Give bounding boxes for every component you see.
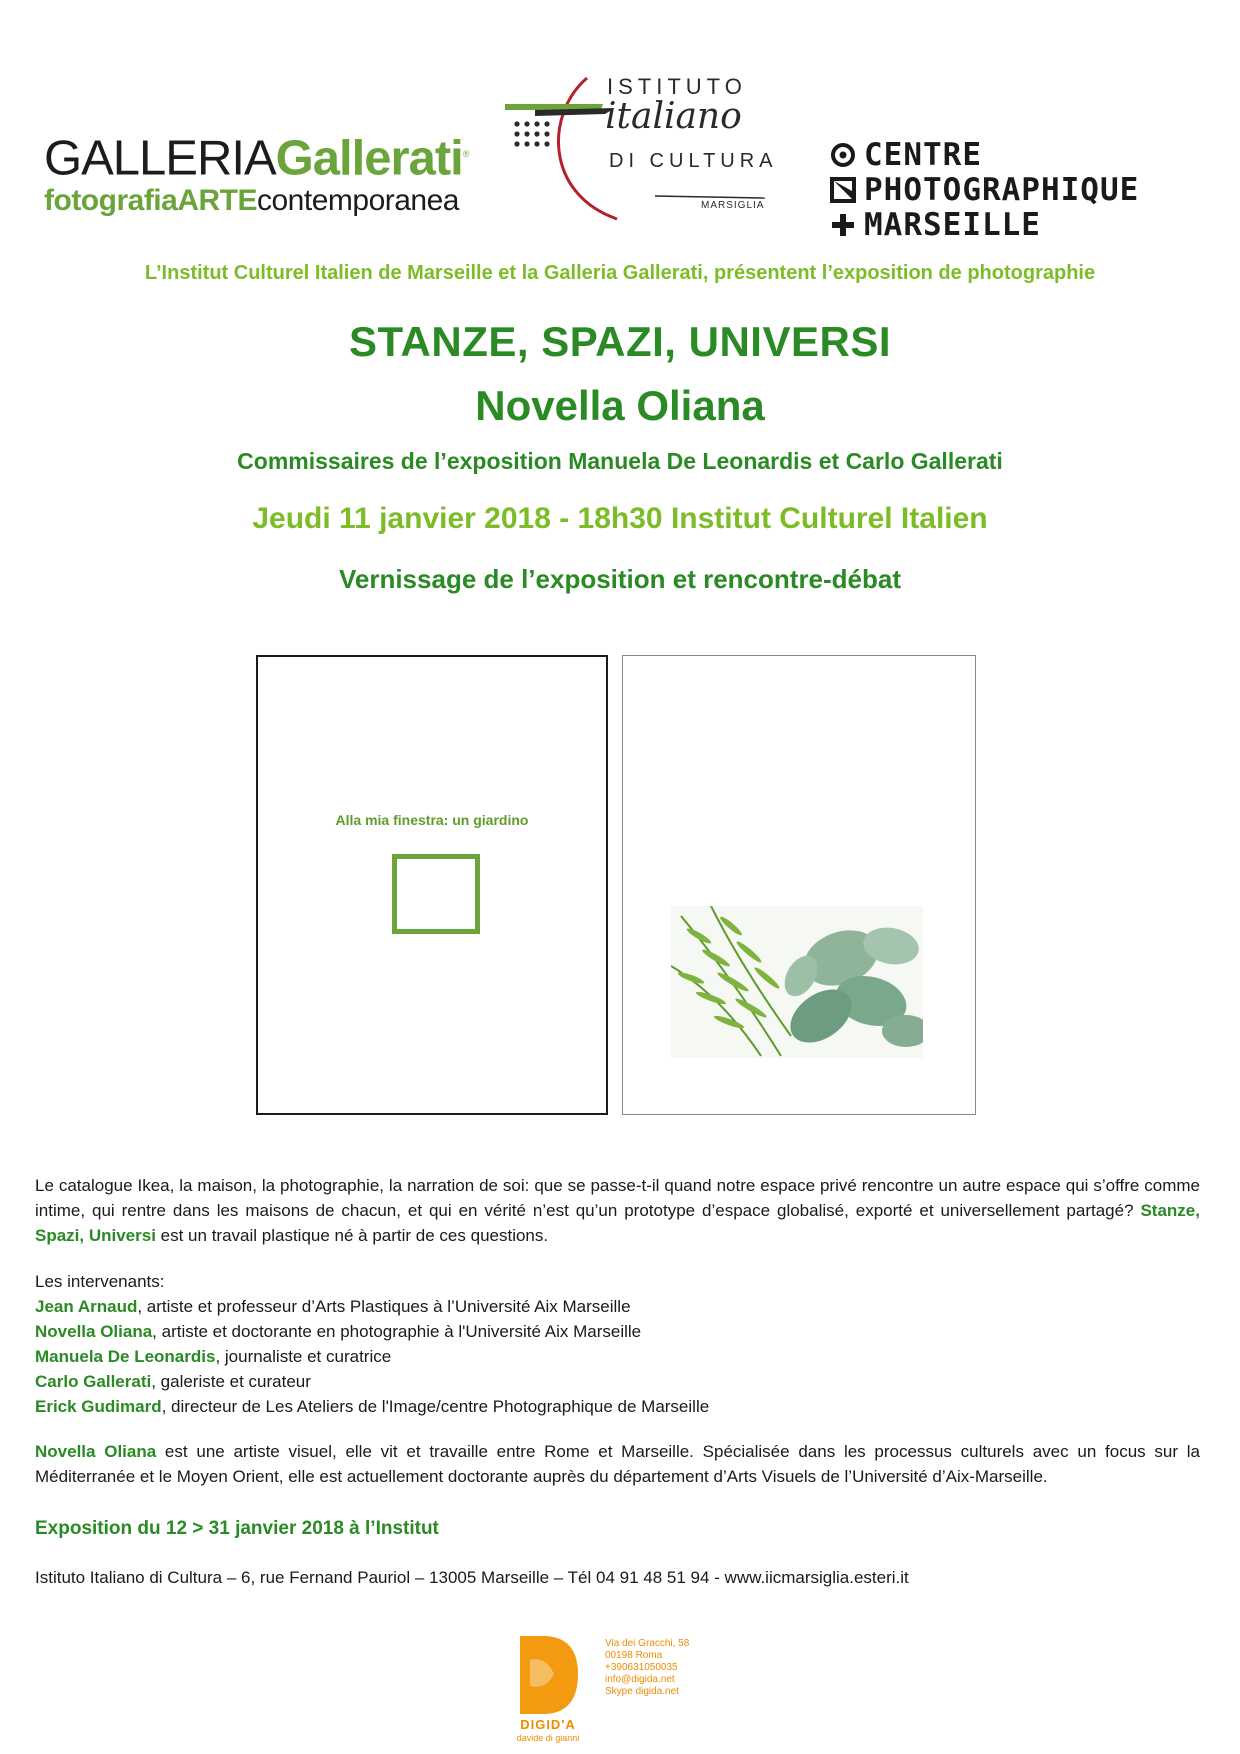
digida-name: DIGID'A xyxy=(520,1717,576,1732)
exhibition-title: STANZE, SPAZI, UNIVERSI xyxy=(349,318,891,365)
logo-arte-word: ARTE xyxy=(177,184,257,218)
galleria-gallerati-logo xyxy=(44,128,469,228)
logo-galleria-word: GALLERIA xyxy=(44,131,276,186)
bio-artist-name: Novella Oliana xyxy=(35,1442,157,1461)
speaker-name: Erick Gudimard xyxy=(35,1397,162,1416)
speaker-name: Manuela De Leonardis xyxy=(35,1347,216,1366)
registered-mark: ® xyxy=(462,149,469,159)
speaker-name: Jean Arnaud xyxy=(35,1297,138,1316)
digida-tagline: davide di gianni xyxy=(516,1733,580,1743)
circle-dot-icon xyxy=(830,142,856,168)
iic-city: MARSIGLIA xyxy=(701,200,765,211)
artist-bio-paragraph xyxy=(35,1439,1200,1489)
iic-word-italiano: italiano xyxy=(605,96,742,137)
window-square-graphic xyxy=(392,854,480,934)
speaker-role: , directeur de Les Ateliers de l'Image/centre Photographique de Marseille xyxy=(161,1397,710,1416)
cpm-line-centre: CENTRE xyxy=(864,137,982,173)
digida-d-icon xyxy=(516,1634,580,1716)
speaker-role: , journaliste et curatrice xyxy=(215,1347,392,1366)
address-line: Istituto Italiano di Cultura – 6, rue Fernand Pauriol – 13005 Marseille – Tél 04 91 48 51 94 - www.iicmarsiglia.esteri.it xyxy=(35,1568,909,1587)
description-paragraph xyxy=(35,1173,1200,1248)
iic-word-istituto: ISTITUTO xyxy=(607,74,747,99)
plant-photo xyxy=(671,906,923,1058)
speakers-section xyxy=(35,1269,1200,1419)
cpm-line-marseille: MARSEILLE xyxy=(864,207,1041,243)
plus-icon xyxy=(830,212,856,238)
speakers-heading: Les intervenants: xyxy=(35,1272,165,1291)
digida-postcode: 00198 Roma xyxy=(605,1650,663,1661)
digida-logo xyxy=(512,1634,604,1754)
artwork-panel-right xyxy=(622,655,976,1115)
digida-skype: Skype digida.net xyxy=(605,1686,679,1697)
logo-contemporanea-word: contemporanea xyxy=(257,184,459,218)
speaker-role: , galeriste et curateur xyxy=(151,1372,311,1391)
centre-photographique-logo xyxy=(830,138,1200,248)
speaker-item xyxy=(35,1394,1200,1419)
logo-gallerati-word: Gallerati xyxy=(275,131,463,186)
artwork-panel-left xyxy=(256,655,608,1115)
bio-text: est une artiste visuel, elle vit et travaille entre Rome et Marseille. Spécialisée dans les processus culturels avec un focus sur la Méditerranée et le Moyen Orient, elle est actuellement doctorante auprès du département d’Arts Visuels de l’Université d’Aix-Marseille. xyxy=(35,1442,1200,1486)
speaker-item xyxy=(35,1319,1200,1344)
iic-word-di-cultura: DI CULTURA xyxy=(609,150,778,172)
speaker-name: Carlo Gallerati xyxy=(35,1372,152,1391)
cpm-line-photographique: PHOTOGRAPHIQUE xyxy=(864,172,1140,208)
description-highlight: Stanze, Spazi, Universi xyxy=(35,1201,1200,1245)
logo-fotografia-word: fotografia xyxy=(44,184,178,218)
artwork-caption: Alla mia finestra: un giardino xyxy=(335,812,529,828)
curators-line: Commissaires de l’exposition Manuela De Leonardis et Carlo Gallerati xyxy=(237,448,1003,474)
description-suffix: est un travail plastique né à partir de ces questions. xyxy=(155,1226,549,1245)
digida-phone: +390631050035 xyxy=(605,1662,678,1673)
speaker-role: , artiste et doctorante en photographie à l'Université Aix Marseille xyxy=(152,1322,642,1341)
artist-name: Novella Oliana xyxy=(475,382,765,429)
digida-email: info@digida.net xyxy=(605,1674,675,1685)
exhibition-dates: Exposition du 12 > 31 janvier 2018 à l’Institut xyxy=(35,1518,439,1539)
event-date-line: Jeudi 11 janvier 2018 - 18h30 Institut Culturel Italien xyxy=(252,502,988,535)
vernissage-line: Vernissage de l’exposition et rencontre-débat xyxy=(338,564,902,594)
speaker-item xyxy=(35,1294,1200,1319)
speaker-name: Novella Oliana xyxy=(35,1322,153,1341)
digida-address: Via dei Gracchi, 58 xyxy=(605,1638,690,1649)
intro-line: L’Institut Culturel Italien de Marseille et la Galleria Gallerati, présentent l’exposition de photographie xyxy=(144,262,1096,284)
speaker-role: , artiste et professeur d’Arts Plastiques à l’Université Aix Marseille xyxy=(137,1297,631,1316)
digida-contact-block xyxy=(605,1638,689,1698)
square-slash-icon xyxy=(830,177,856,203)
istituto-italiano-logo xyxy=(505,74,778,224)
speaker-item xyxy=(35,1344,1200,1369)
description-text: Le catalogue Ikea, la maison, la photographie, la narration de soi: que se passe-t-il quand notre espace privé rencontre un autre espace qui s’offre comme intime, qui rentre dans les maisons de chacun, et qui en vérité n’est qu’un prototype d’espace globalisé, exporté et universellement partagé? xyxy=(35,1176,1200,1220)
speaker-item xyxy=(35,1369,1200,1394)
